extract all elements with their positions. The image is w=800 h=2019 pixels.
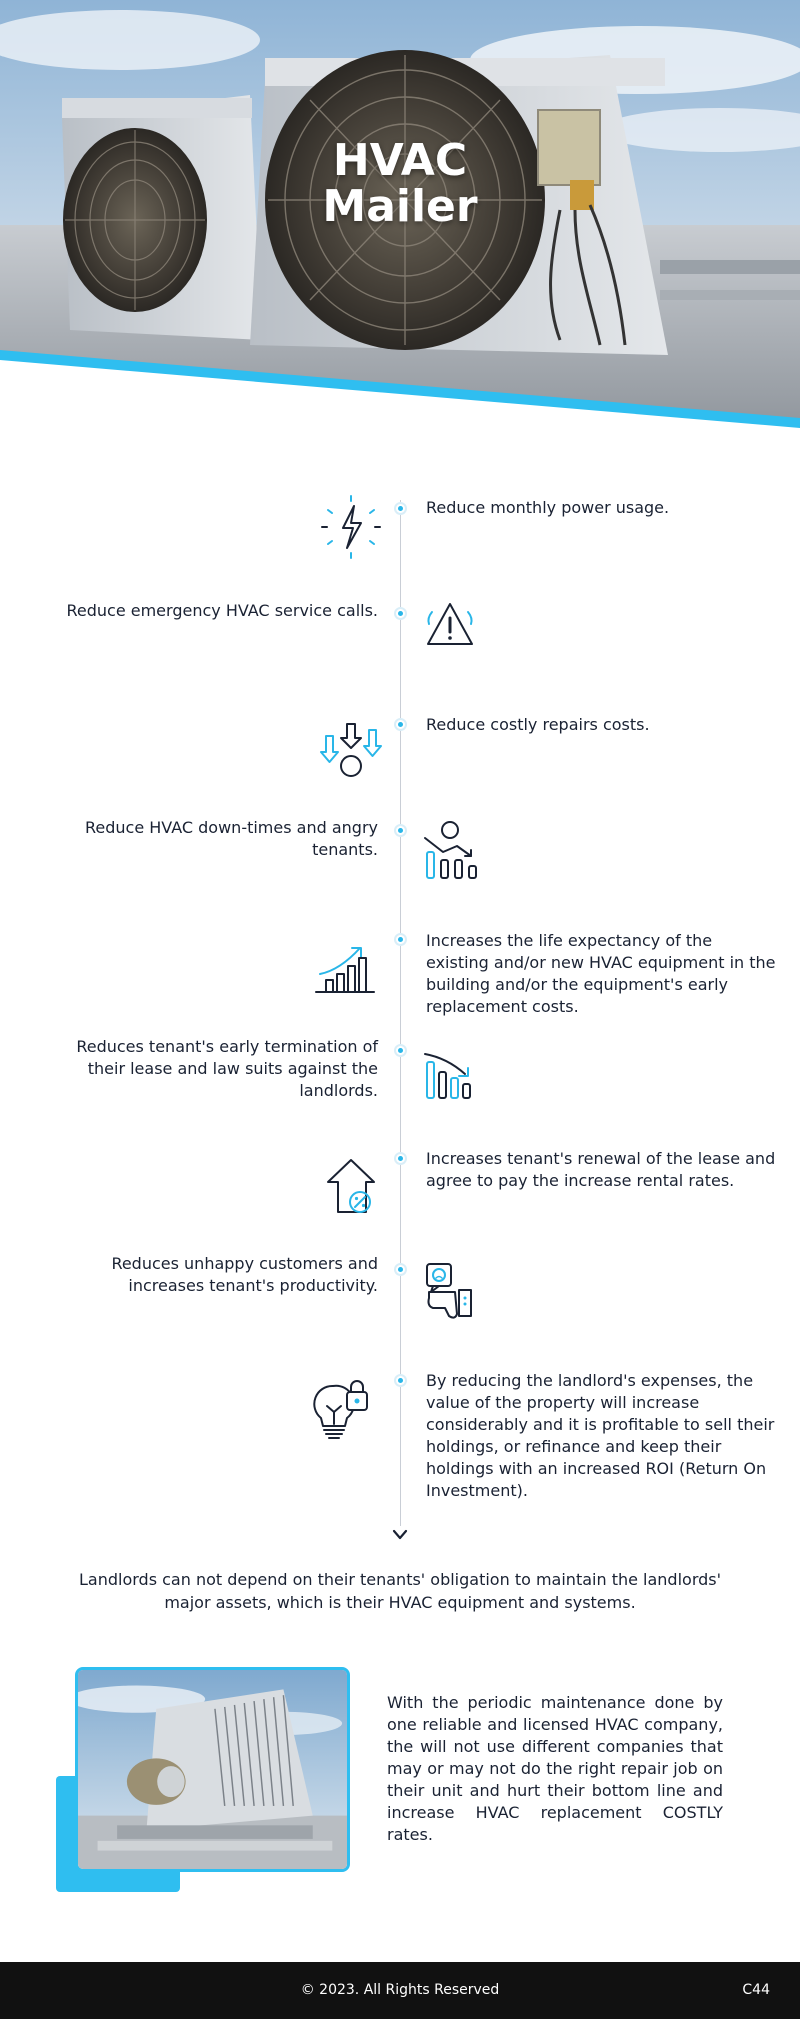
timeline-item-text: Reduce HVAC down-times and angry tenants. (85, 818, 378, 859)
footer-copyright: © 2023. All Rights Reserved (300, 1982, 500, 1998)
timeline-item-text: Increases the life expectancy of the existing and/or new HVAC equipment in the building and/or the equipment's early replacement costs. (426, 931, 776, 1016)
timeline-dot (394, 1374, 407, 1387)
lightbulb-lock-icon (303, 1376, 373, 1446)
title-line-1: HVAC (332, 135, 468, 186)
benefits-timeline (0, 440, 800, 1550)
warning-icon (415, 592, 485, 662)
footer (0, 1962, 800, 2019)
timeline-dot (394, 1263, 407, 1276)
growth-chart-icon (310, 934, 380, 1004)
hero-banner (0, 0, 800, 440)
decline-bars-icon (415, 1040, 485, 1110)
house-percent-icon (316, 1154, 386, 1224)
timeline-dot (394, 502, 407, 515)
hvac-unit-photo (75, 1667, 350, 1872)
timeline-dot (394, 718, 407, 731)
statement-text: Landlords can not depend on their tenants' obligation to maintain the landlords' major assets, which is their HVAC equipment and systems. (78, 1570, 722, 1612)
timeline-dot (394, 1044, 407, 1057)
timeline-item-text: Reduces tenant's early termination of their lease and law suits against the landlords. (76, 1037, 378, 1100)
lightning-icon (316, 492, 386, 562)
timeline-item-text: Reduces unhappy customers and increases tenant's productivity. (111, 1254, 378, 1295)
timeline-item-text: Reduce monthly power usage. (426, 498, 670, 517)
timeline-dot (394, 607, 407, 620)
timeline-dot (394, 933, 407, 946)
down-arrows-icon (316, 716, 386, 786)
content-paragraph: With the periodic maintenance done by one reliable and licensed HVAC company, the will not use different companies that may or may not do the right repair job on their unit and hurt their bottom line and increase HVAC replacement COSTLY rates. (387, 1693, 723, 1844)
chevron-down-icon (391, 1528, 409, 1542)
timeline-dot (394, 1152, 407, 1165)
declining-chart-person-icon (415, 816, 485, 886)
footer-code: C44 (742, 1982, 770, 1998)
timeline-dot (394, 824, 407, 837)
page-title (0, 135, 800, 232)
thumbs-down-icon (415, 1258, 485, 1328)
timeline-item-text: Reduce emergency HVAC service calls. (66, 601, 378, 620)
timeline-item-text: By reducing the landlord's expenses, the value of the property will increase considerably and it is profitable to sell their holdings, or refinance and keep their holdings with an increased ROI (Return On Investment). (426, 1371, 775, 1500)
timeline-item-text: Increases tenant's renewal of the lease and agree to pay the increase rental rates. (426, 1149, 776, 1190)
timeline-item-text: Reduce costly repairs costs. (426, 715, 650, 734)
timeline-line (400, 500, 401, 1526)
title-line-2: Mailer (322, 181, 478, 232)
